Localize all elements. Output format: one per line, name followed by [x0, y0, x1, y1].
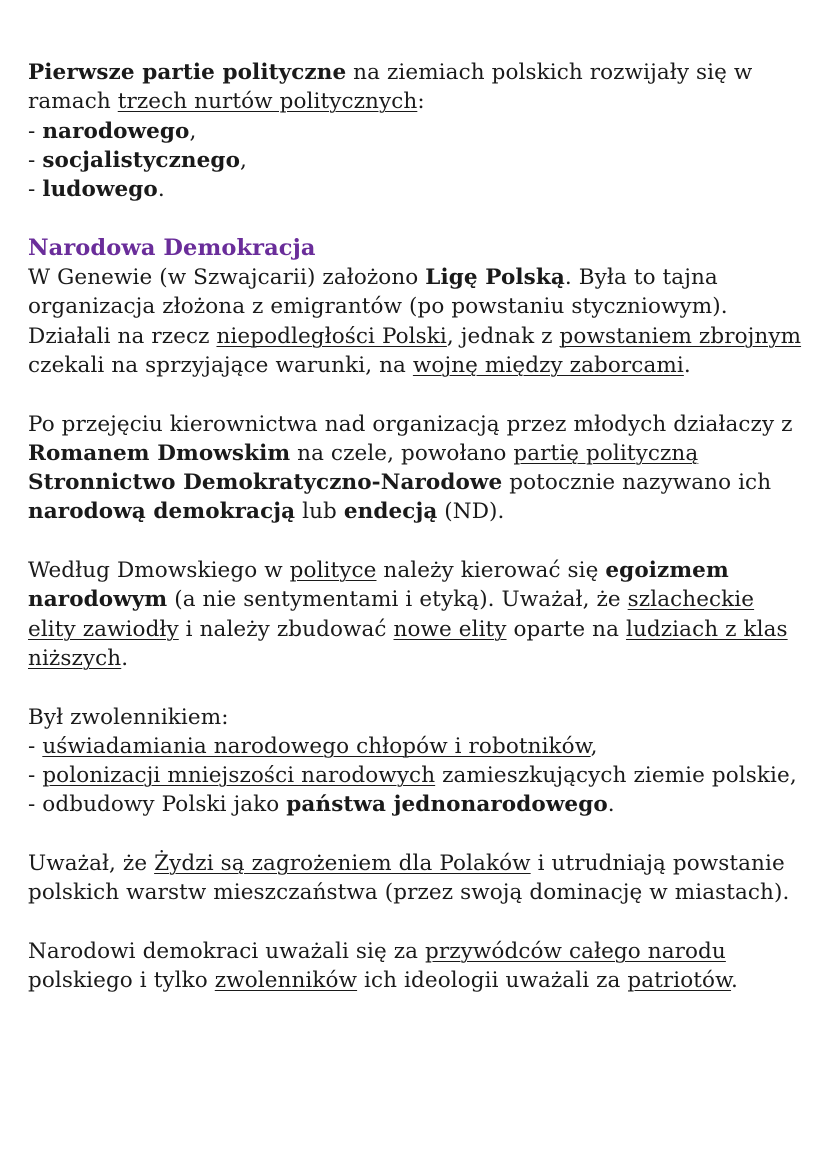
list-item: - polonizacji mniejszości narodowych zamieszkujących ziemie polskie,	[28, 763, 797, 789]
list-item: - ludowego.	[28, 177, 165, 203]
paragraph-liga-polska: W Genewie (w Szwajcarii) założono Ligę Polską. Była to tajna organizacja złożona z emigrantów (po powstaniu styczniowym). Działali na rzecz niepodległości Polski, jednak z powstaniem zbrojnym czekali na sprzyjające warunki, na wojnę między zaborcami.	[28, 265, 802, 378]
spacer	[28, 527, 808, 556]
paragraph-dmowski: Po przejęciu kierownictwa nad organizacją przez młodych działaczy z Romanem Dmowskim na czele, powołano partię polityczną Stronnictwo Demokratyczno-Narodowe potocznie nazywano ich narodową demokracją lub endecją (ND).	[28, 411, 793, 525]
document-page	[28, 58, 808, 996]
section-heading: Narodowa Demokracja	[28, 234, 316, 261]
intro-underline: trzech nurtów politycznych	[117, 89, 418, 115]
spacer	[28, 908, 808, 937]
paragraph-egoizm: Według Dmowskiego w polityce należy kierować się egoizmem narodowym (a nie sentymentami i etyką). Uważał, że szlacheckie elity zawiodły i należy zbudować nowe elity oparte na ludziach z klas niższych.	[28, 558, 788, 671]
intro-bold: Pierwsze partie polityczne	[28, 60, 347, 85]
intro-paragraph: Pierwsze partie polityczne na ziemiach polskich rozwijały się w ramach trzech nurtów politycznych:	[28, 60, 753, 115]
paragraph-zydzi: Uważał, że Żydzi są zagrożeniem dla Polaków i utrudniają powstanie polskich warstw mieszczaństwa (przez swoją dominację w miastach).	[28, 851, 790, 906]
spacer	[28, 673, 808, 702]
list-item: - uświadamiania narodowego chłopów i robotników,	[28, 733, 598, 759]
paragraph-patrioci: Narodowi demokraci uważali się za przywódców całego narodu polskiego i tylko zwolenników ich ideologii uważali za patriotów.	[28, 938, 738, 994]
list-item: - odbudowy Polski jako państwa jednonarodowego.	[28, 792, 615, 818]
paragraph-zwolennik-lead: Był zwolennikiem:	[28, 704, 229, 730]
spacer	[28, 380, 808, 409]
list-item: - narodowego,	[28, 118, 197, 144]
list-item: - socjalistycznego,	[28, 147, 247, 173]
spacer	[28, 820, 808, 849]
spacer	[28, 204, 808, 233]
